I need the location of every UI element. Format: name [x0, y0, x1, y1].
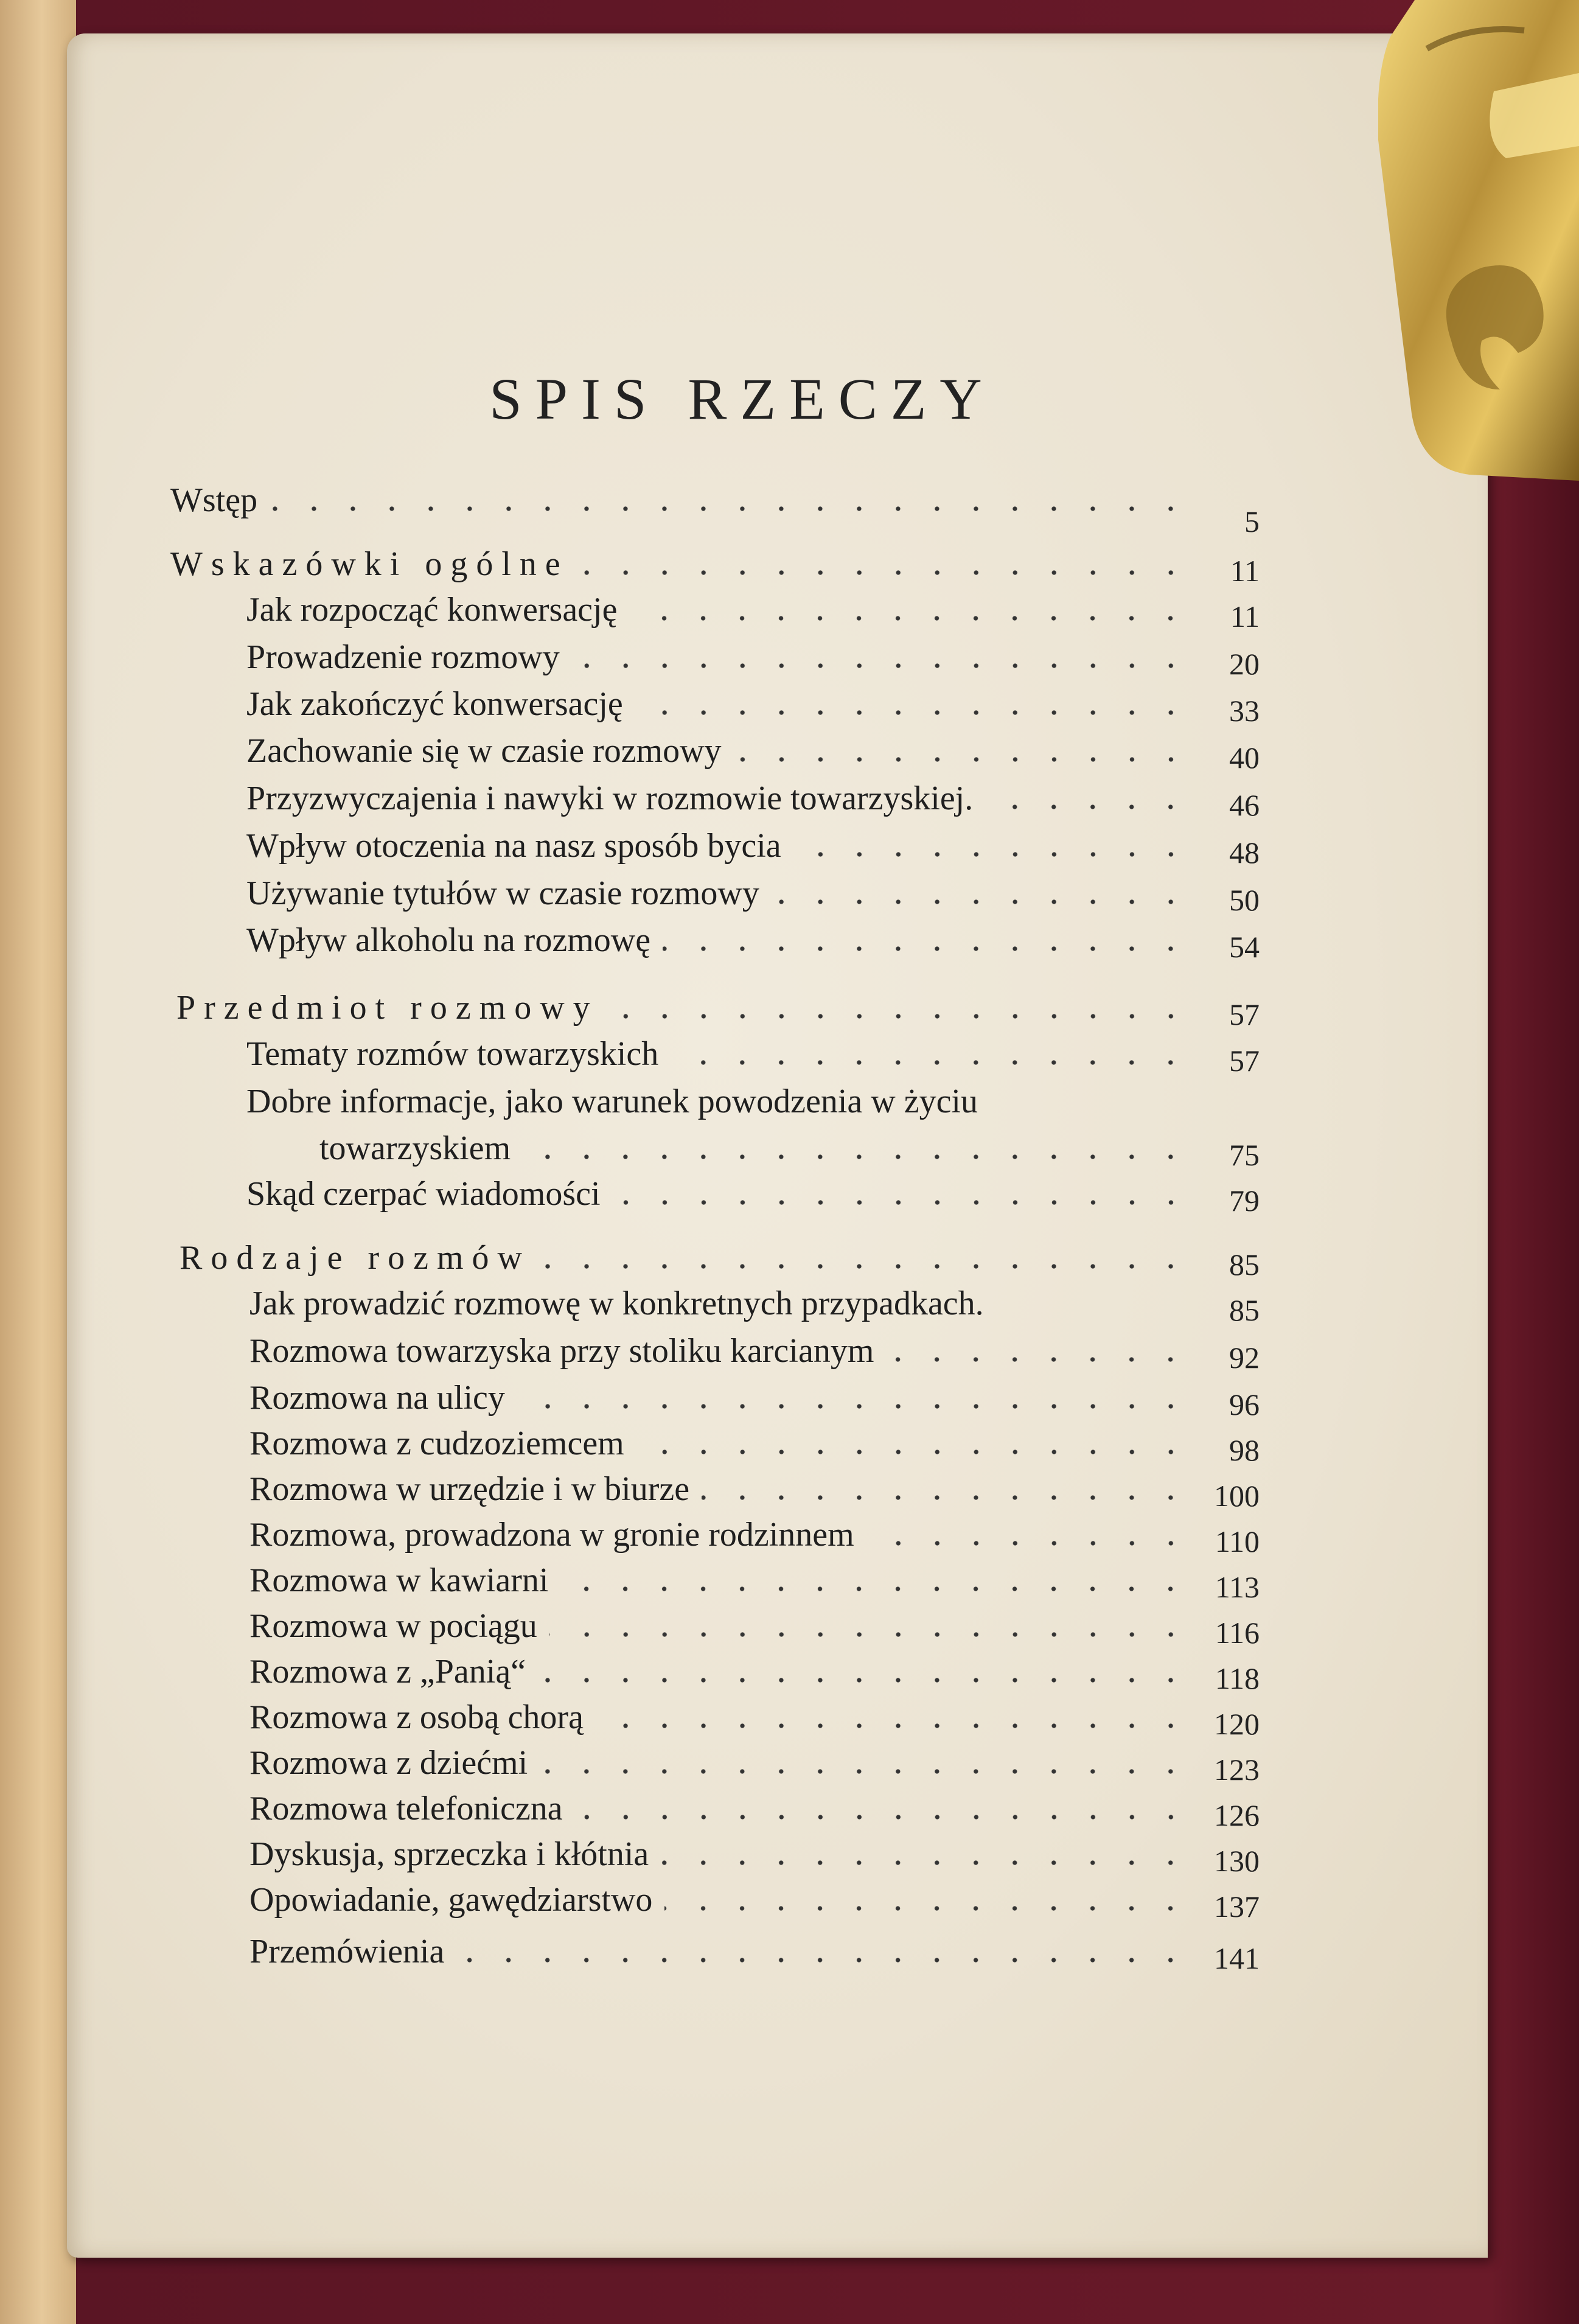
- dot-leader: [581, 570, 1190, 575]
- toc-entry-label: Skąd czerpać wiadomości: [246, 1175, 601, 1213]
- toc-entry-page: 46: [1229, 788, 1260, 822]
- toc-entry-page: 100: [1214, 1479, 1260, 1513]
- toc-entry-label: Wskazówki ogólne: [170, 545, 569, 583]
- toc-entry-label: Rozmowa na ulicy: [249, 1379, 505, 1417]
- toc-entry: [249, 1783, 1260, 1832]
- toc-entry: [249, 1829, 1260, 1878]
- toc-entry: [246, 725, 1260, 775]
- toc-entry-page: 50: [1229, 883, 1260, 917]
- toc-entry-label: Jak prowadzić rozmowę w konkretnych przypadkach.: [249, 1285, 984, 1322]
- toc-entry-page: 40: [1229, 741, 1260, 775]
- toc-entry: [319, 1123, 1260, 1172]
- toc-entry-page: 54: [1229, 930, 1260, 964]
- toc-entry-label: Wstęp: [170, 481, 258, 519]
- toc-entry-label: Dyskusja, sprzeczka i kłótnia: [249, 1835, 649, 1873]
- dot-leader: [886, 1357, 1190, 1362]
- toc-entry-label: Przedmiot rozmowy: [176, 989, 599, 1027]
- toc-entry: [246, 820, 1260, 870]
- toc-entry-page: 118: [1215, 1661, 1260, 1695]
- toc-entry-label: Rozmowa, prowadzona w gronie rodzinnem: [249, 1516, 854, 1554]
- dot-leader: [661, 1860, 1190, 1865]
- toc-entry-page: 48: [1229, 836, 1260, 870]
- dot-leader: [985, 804, 1190, 809]
- dot-leader: [664, 1906, 1190, 1911]
- dot-leader: [671, 1060, 1190, 1065]
- toc-entry: [249, 1874, 1260, 1924]
- dot-leader: [538, 1678, 1190, 1683]
- dot-leader: [629, 616, 1190, 621]
- toc-entry-page: 110: [1215, 1524, 1260, 1558]
- toc-section-heading: [180, 1232, 1260, 1282]
- dot-leader: [734, 757, 1190, 762]
- toc-entry-label: Zachowanie się w czasie rozmowy: [246, 732, 722, 770]
- toc-section-heading: [170, 539, 1260, 588]
- toc-entry: [170, 475, 1260, 539]
- page-title: SPIS RZECZY: [489, 366, 995, 431]
- toc-entry-page: 113: [1215, 1570, 1260, 1604]
- toc-entry-page: 11: [1230, 554, 1260, 588]
- toc-entry-label: Rozmowa w kawiarni: [249, 1562, 549, 1599]
- dot-leader: [702, 1495, 1190, 1500]
- toc-entry-label: Rozmowa z dziećmi: [249, 1744, 528, 1782]
- toc-entry-page: 79: [1229, 1184, 1260, 1218]
- toc-entry-label: Używanie tytułów w czasie rozmowy: [246, 874, 759, 912]
- toc-entry-page: 130: [1214, 1844, 1260, 1878]
- toc-entry: [249, 1692, 1260, 1741]
- toc-entry: [249, 1926, 1260, 1975]
- toc-entry-page: 126: [1214, 1798, 1260, 1832]
- toc-entry-label: towarzyskiem: [319, 1129, 511, 1167]
- toc-entry-page: 137: [1214, 1890, 1260, 1924]
- toc-entry: [249, 1646, 1260, 1695]
- toc-entry: [246, 1028, 1260, 1078]
- toc-entry: [249, 1325, 1260, 1375]
- toc-entry-page: 75: [1229, 1138, 1260, 1172]
- toc-entry-label: Jak rozpocząć konwersację: [246, 591, 618, 629]
- toc-entry-label: Rozmowa w pociągu: [249, 1607, 537, 1645]
- dot-leader: [772, 899, 1190, 904]
- dot-leader: [549, 1632, 1190, 1637]
- toc-entry-page: 11: [1230, 599, 1260, 633]
- dot-leader: [456, 1958, 1190, 1963]
- toc-entry-label: Przemówienia: [249, 1933, 445, 1970]
- toc-entry-page: 20: [1229, 647, 1260, 681]
- toc-entry: [246, 868, 1260, 917]
- toc-entry-page: 116: [1215, 1616, 1260, 1650]
- toc-entry: [249, 1278, 1260, 1327]
- dot-leader: [523, 1154, 1190, 1159]
- toc-entry-page: 120: [1214, 1707, 1260, 1741]
- toc-entry-page: 85: [1229, 1247, 1260, 1282]
- toc-entry: [249, 1464, 1260, 1513]
- toc-entry-page: 141: [1214, 1941, 1260, 1975]
- toc-entry: [249, 1509, 1260, 1558]
- dot-leader: [575, 1815, 1190, 1820]
- toc-entry-label: Przyzwyczajenia i nawyki w rozmowie towarzyskiej.: [246, 780, 974, 817]
- toc-entry-page: 85: [1229, 1293, 1260, 1327]
- dot-leader: [572, 663, 1190, 668]
- dot-leader: [866, 1541, 1190, 1546]
- toc-entry-label: Jak zakończyć konwersację: [246, 685, 623, 723]
- toc-entry-page: 33: [1229, 694, 1260, 728]
- toc-entry: [249, 1418, 1260, 1467]
- toc-entry-label: Rozmowa telefoniczna: [249, 1790, 563, 1827]
- toc-entry: [246, 1168, 1260, 1218]
- toc-entry-label: Rozmowa w urzędzie i w biurze: [249, 1470, 690, 1508]
- toc-entry-page: 5: [1244, 504, 1260, 539]
- dot-leader: [793, 852, 1190, 857]
- toc-entry-page: 123: [1214, 1753, 1260, 1787]
- toc-entry-label: Rodzaje rozmów: [180, 1239, 531, 1277]
- dot-leader: [613, 1200, 1190, 1205]
- toc-entry-label: Wpływ otoczenia na nasz sposób bycia: [246, 827, 781, 865]
- dot-leader: [636, 1450, 1190, 1454]
- toc-entry-label: Tematy rozmów towarzyskich: [246, 1035, 659, 1073]
- toc-entry-page: 96: [1229, 1387, 1260, 1422]
- dot-leader: [596, 1723, 1190, 1728]
- toc-entry-page: 57: [1229, 997, 1260, 1031]
- dot-leader: [635, 710, 1190, 715]
- dot-leader: [540, 1769, 1190, 1774]
- toc-entry-label: Opowiadanie, gawędziarstwo: [249, 1881, 653, 1919]
- toc-entry-page: 92: [1229, 1341, 1260, 1375]
- toc-entry: [249, 1737, 1260, 1787]
- dot-leader: [663, 946, 1190, 951]
- toc-section-heading: [176, 982, 1260, 1031]
- toc-entry: [246, 679, 1260, 728]
- dot-leader: [270, 506, 1190, 511]
- dot-leader: [611, 1014, 1190, 1019]
- toc-entry: [246, 632, 1260, 681]
- toc-entry-label: Prowadzenie rozmowy: [246, 638, 560, 676]
- toc-entry: [246, 1076, 1205, 1118]
- dot-leader: [543, 1264, 1190, 1269]
- toc-entry: [249, 1372, 1260, 1422]
- toc-entry: [249, 1555, 1260, 1604]
- toc-entry: [246, 915, 1260, 964]
- toc-entry-page: 98: [1229, 1433, 1260, 1467]
- toc-entry-label: Rozmowa z osobą chorą: [249, 1698, 584, 1736]
- toc-entry-page: 57: [1229, 1044, 1260, 1078]
- toc-entry: [246, 773, 1260, 822]
- dot-leader: [560, 1586, 1190, 1591]
- toc-entry: [249, 1600, 1260, 1650]
- toc-entry-label: Wpływ alkoholu na rozmowę: [246, 921, 651, 959]
- toc-entry-label: Dobre informacje, jako warunek powodzenia w życiu: [246, 1083, 978, 1120]
- toc-entry-label: Rozmowa z cudzoziemcem: [249, 1425, 624, 1462]
- toc-entry-label: Rozmowa towarzyska przy stoliku karcianym: [249, 1332, 874, 1370]
- dot-leader: [517, 1404, 1190, 1409]
- toc-entry-label: Rozmowa z „Panią“: [249, 1653, 526, 1691]
- toc-entry: [246, 584, 1260, 633]
